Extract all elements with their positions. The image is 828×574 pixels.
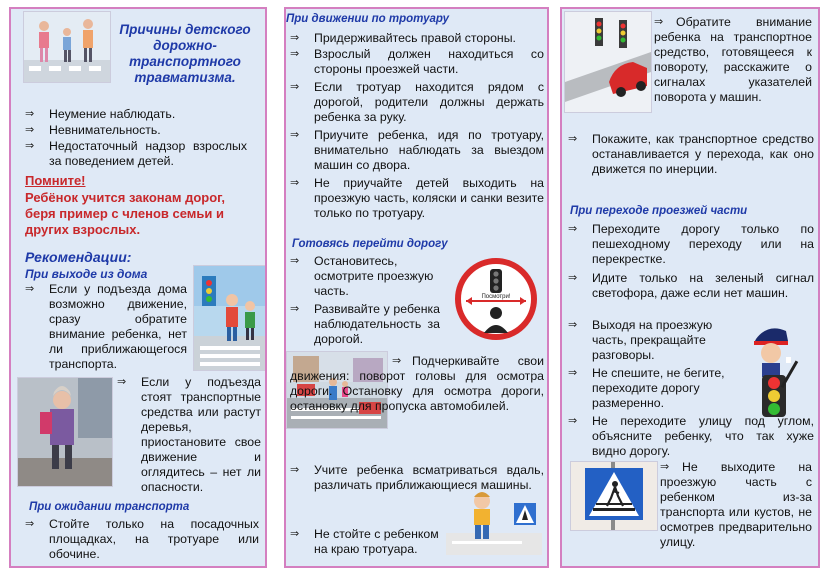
sidewalk-item: ⇒ Придерживайтесь правой стороны. (290, 31, 516, 45)
arrow-bullet-icon: ⇒ (290, 255, 300, 267)
crossing-item: ⇒ Выходя на проезжую часть, прекращайте разговоры. (568, 318, 713, 362)
boy-crossing-illustration (446, 483, 542, 555)
arrow-bullet-icon: ⇒ (568, 223, 578, 235)
waiting-heading: При ожидании транспорта (29, 501, 190, 513)
arrow-bullet-icon: ⇒ (290, 48, 300, 60)
arrow-bullet-icon: ⇒ (568, 367, 578, 379)
arrow-bullet-icon: ⇒ (25, 283, 35, 295)
sidewalk-heading: При движении по тротуару (286, 13, 450, 25)
panel-middle (284, 7, 549, 568)
arrow-bullet-icon: ⇒ (568, 319, 578, 331)
sidewalk-item: ⇒ Взрослый должен находиться со стороны проезжей части. (290, 47, 544, 76)
prep-item: ⇒ Подчеркивайте свои движения: поворот головы для осмотра дороги. Остановку для осмотра дороги, остановку для пропуска автомобилей. (290, 354, 544, 413)
panel3-item: ⇒ Покажите, как транспортное средство останавливается у перехода, как оно движется по инерции. (568, 132, 814, 176)
sidewalk-item: ⇒ Не приучайте детей выходить на проезжую часть, коляски и санки везите только по тротуару. (290, 176, 544, 220)
cause-item: ⇒ Недостаточный надзор взрослых за поведением детей. (25, 139, 247, 168)
panel3-item: ⇒ Обратите внимание ребенка на транспортное средство, готовящееся к повороту, расскажите о сигналах указателей поворота у машин. (654, 15, 812, 104)
panel-left (9, 7, 267, 568)
crossing-prep-heading: Готовясь перейти дорогу (292, 238, 448, 250)
arrow-bullet-icon: ⇒ (290, 32, 300, 44)
waiting-item: ⇒ Стойте только на посадочных площадках, на тротуаре или обочине. (25, 517, 259, 561)
crossing-item: ⇒ Переходите дорогу только по пешеходному переходу или на перекрестке. (568, 222, 814, 266)
car-turning-illustration (564, 11, 652, 113)
arrow-bullet-icon: ⇒ (25, 124, 35, 136)
arrow-bullet-icon: ⇒ (290, 303, 300, 315)
panel-right (560, 7, 820, 568)
arrow-bullet-icon: ⇒ (654, 16, 664, 28)
panel1-title: Причины детского дорожно-транспортного травматизма. (119, 22, 251, 85)
arrow-bullet-icon: ⇒ (290, 129, 300, 141)
crossing-item: ⇒ Не спешите, не бегите, переходите дорогу размеренно. (568, 366, 725, 410)
arrow-bullet-icon: ⇒ (290, 528, 300, 540)
prep-item: ⇒ Развивайте у ребенка наблюдательность за дорогой. (290, 302, 440, 346)
crossing-item: ⇒ Идите только на зеленый сигнал светофора, даже если нет машин. (568, 271, 814, 300)
traffic-officer-illustration (742, 319, 812, 419)
arrow-bullet-icon: ⇒ (290, 464, 300, 476)
arrow-bullet-icon: ⇒ (392, 355, 402, 367)
sidewalk-item: ⇒ Если тротуар находится рядом с дорогой, родители должны держать ребенка за руку. (290, 80, 544, 124)
crossing-heading: При переходе проезжей части (570, 205, 748, 217)
crossing-item: ⇒ Не переходите улицу под углом, объясните ребенку, что так хуже видно дорогу. (568, 414, 814, 458)
arrow-bullet-icon: ⇒ (290, 81, 300, 93)
arrow-bullet-icon: ⇒ (660, 461, 670, 473)
arrow-bullet-icon: ⇒ (25, 518, 35, 530)
crosswalk-illustration (193, 265, 267, 371)
girl-with-backpack-photo (17, 377, 113, 487)
cause-item: ⇒ Невнимательность. (25, 123, 161, 137)
remember-text: Ребёнок учится законам дорог, беря пример с членов семьи и других взрослых. (25, 190, 226, 237)
prep-item: ⇒ Учите ребенка всматриваться вдаль, различать приближающиеся машины. (290, 463, 544, 492)
look-sign-icon (454, 257, 538, 341)
leaving-home-item: ⇒ Если у подъезда домa возможно движение, сразу обратите внимание ребенка, нет ли приближающегося транспорта. (25, 282, 187, 371)
arrow-bullet-icon: ⇒ (25, 140, 35, 152)
arrow-bullet-icon: ⇒ (25, 108, 35, 120)
children-walking-photo (23, 11, 111, 83)
sidewalk-item: ⇒ Приучите ребенка, идя по тротуару, внимательно наблюдать за выездом машин со двора. (290, 128, 544, 172)
arrow-bullet-icon: ⇒ (568, 272, 578, 284)
pedestrian-crossing-sign (570, 461, 658, 531)
recommendations-heading: Рекомендации: (25, 249, 132, 265)
arrow-bullet-icon: ⇒ (568, 133, 578, 145)
remember-label: Помните! (25, 173, 86, 188)
prep-item: ⇒ Не стойте с ребенком на краю тротуара. (290, 527, 439, 556)
cause-item: ⇒ Неумение наблюдать. (25, 107, 176, 121)
arrow-bullet-icon: ⇒ (568, 415, 578, 427)
prep-item: ⇒ Остановитесь, осмотрите проезжую часть. (290, 254, 434, 298)
look-sign-text: Посмотри! (481, 294, 511, 300)
leaving-home-item: ⇒ Если у подъезда стоят транспортные средства или растут деревья, приостановите свое движение и оглядитесь – нет ли опасности. (117, 375, 261, 494)
leaving-home-heading: При выходе из дома (25, 267, 148, 281)
arrow-bullet-icon: ⇒ (117, 376, 127, 388)
arrow-bullet-icon: ⇒ (290, 177, 300, 189)
panel3-last-item: ⇒ Не выходите на проезжую часть с ребенком из-за транспорта или кустов, не осмотрев предварительно улицу. (660, 460, 812, 549)
